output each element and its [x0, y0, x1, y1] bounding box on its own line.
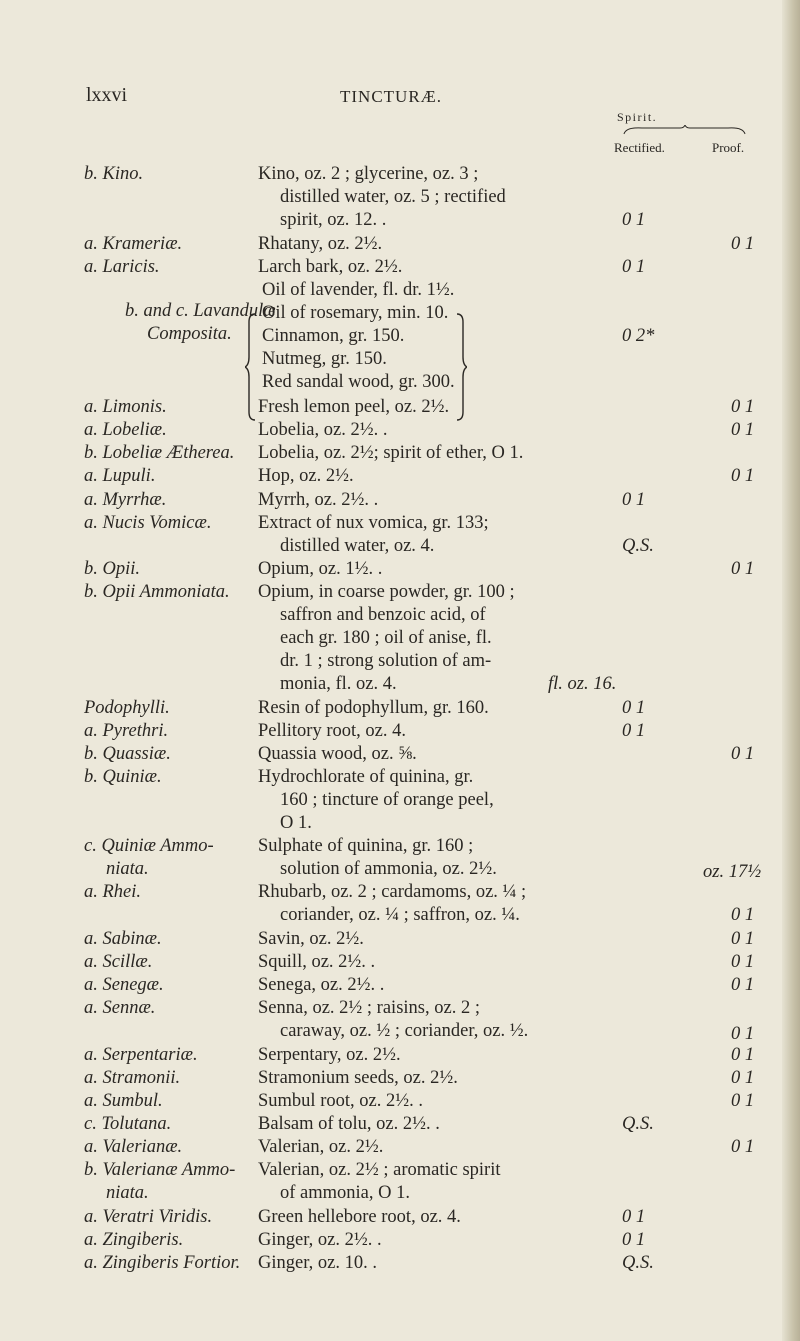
entry-name: a. Krameriæ. [84, 234, 183, 254]
entry-name: a. Stramonii. [84, 1068, 181, 1088]
entry-ingredients: Balsam of tolu, oz. 2½. . [258, 1114, 440, 1134]
proof-value: 0 1 [731, 466, 755, 486]
entry-ingredients: Sumbul root, oz. 2½. . [258, 1091, 423, 1111]
entry-ingredients: Hop, oz. 2½. [258, 466, 354, 486]
rectified-value: 0 1 [622, 698, 646, 718]
entry-name: a. Laricis. [84, 257, 160, 277]
rectified-value: 0 1 [622, 257, 646, 277]
lavandulae-brace-right [455, 312, 467, 422]
rectified-value: 0 1 [622, 1230, 646, 1250]
entry-ingredients: Green hellebore root, oz. 4. [258, 1207, 461, 1227]
rectified-value: 0 1 [622, 210, 646, 230]
running-head: TINCTURÆ. [340, 87, 443, 106]
entry-ingredients: Senega, oz. 2½. . [258, 975, 385, 995]
entry-ingredients: monia, fl. oz. 4. [280, 674, 397, 694]
entry-ingredients: Cinnamon, gr. 150. [262, 326, 405, 346]
proof-value: 0 1 [731, 234, 755, 254]
entry-name: niata. [106, 1183, 149, 1203]
rectified-value: 0 2* [622, 326, 655, 346]
entry-name: a. Myrrhæ. [84, 490, 167, 510]
entry-name: a. Sabinæ. [84, 929, 162, 949]
entry-name: b. Opii Ammoniata. [84, 582, 230, 602]
entry-name: a. Veratri Viridis. [84, 1207, 213, 1227]
entry-name: b. Quassiæ. [84, 744, 171, 764]
entry-name: b. and c. Lavandulæ [125, 301, 276, 321]
proof-value: 0 1 [731, 975, 755, 995]
proof-value: 0 1 [731, 1091, 755, 1111]
proof-value: 0 1 [731, 559, 755, 579]
entry-ingredients: Ginger, oz. 2½. . [258, 1230, 382, 1250]
proof-value: 0 1 [731, 1024, 755, 1044]
entry-name: a. Valerianæ. [84, 1137, 183, 1157]
entry-ingredients: caraway, oz. ½ ; coriander, oz. ½. [280, 1021, 529, 1041]
entry-ingredients: Red sandal wood, gr. 300. [262, 372, 455, 392]
rectified-value: Q.S. [622, 536, 654, 556]
entry-name: niata. [106, 859, 149, 879]
entry-name: a. Scillæ. [84, 952, 153, 972]
proof-value: 0 1 [731, 744, 755, 764]
entry-name: a. Limonis. [84, 397, 167, 417]
entry-ingredients: Oil of lavender, fl. dr. 1½. [262, 280, 455, 300]
entry-name: b. Lobeliæ Ætherea. [84, 443, 235, 463]
entry-ingredients: distilled water, oz. 4. [280, 536, 435, 556]
entry-ingredients: Quassia wood, oz. ⅝. [258, 744, 417, 764]
spirit-brace [622, 125, 747, 135]
entry-ingredients: Valerian, oz. 2½. [258, 1137, 384, 1157]
proof-value: oz. 17½ [703, 862, 762, 882]
entry-ingredients: solution of ammonia, oz. 2½. [280, 859, 497, 879]
entry-name: a. Zingiberis Fortior. [84, 1253, 241, 1273]
entry-ingredients: Pellitory root, oz. 4. [258, 721, 406, 741]
entry-ingredients: Opium, oz. 1½. . [258, 559, 383, 579]
rectified-value: 0 1 [622, 721, 646, 741]
entry-ingredients: Stramonium seeds, oz. 2½. [258, 1068, 458, 1088]
spirit-column-label: Spirit. [617, 110, 658, 124]
proof-value: 0 1 [731, 1068, 755, 1088]
page-number: lxxvi [86, 84, 128, 106]
entry-name: b. Quiniæ. [84, 767, 162, 787]
proof-value: 0 1 [731, 952, 755, 972]
proof-value: 0 1 [731, 1137, 755, 1157]
entry-name: Podophylli. [84, 698, 170, 718]
entry-ingredients: Rhubarb, oz. 2 ; cardamoms, oz. ¼ ; [258, 882, 527, 902]
entry-ingredients: Serpentary, oz. 2½. [258, 1045, 401, 1065]
entry-name: a. Lupuli. [84, 466, 156, 486]
entry-ingredients: Myrrh, oz. 2½. . [258, 490, 379, 510]
entry-ingredients: distilled water, oz. 5 ; rectified [280, 187, 506, 207]
entry-name: b. Valerianæ Ammo- [84, 1160, 236, 1180]
entry-ingredients: dr. 1 ; strong solution of am- [280, 651, 492, 671]
entry-ingredients: Savin, oz. 2½. [258, 929, 364, 949]
entry-ingredients: Opium, in coarse powder, gr. 100 ; [258, 582, 515, 602]
rectified-value: fl. oz. 16. [548, 674, 617, 694]
entry-ingredients: Lobelia, oz. 2½; spirit of ether, O 1. [258, 443, 524, 463]
entry-name: a. Nucis Vomicæ. [84, 513, 212, 533]
entry-name: a. Lobeliæ. [84, 420, 167, 440]
entry-name: a. Sennæ. [84, 998, 156, 1018]
entry-ingredients: Fresh lemon peel, oz. 2½. [258, 397, 450, 417]
entry-name: a. Sumbul. [84, 1091, 163, 1111]
proof-value: 0 1 [731, 929, 755, 949]
entry-ingredients: Valerian, oz. 2½ ; aromatic spirit [258, 1160, 501, 1180]
entry-ingredients: spirit, oz. 12. . [280, 210, 387, 230]
entry-ingredients: O 1. [280, 813, 312, 833]
proof-column-header: Proof. [712, 140, 745, 155]
rectified-value: Q.S. [622, 1114, 654, 1134]
entry-ingredients: Squill, oz. 2½. . [258, 952, 376, 972]
page-edge [782, 0, 800, 1341]
entry-ingredients: of ammonia, O 1. [280, 1183, 410, 1203]
entry-name: a. Serpentariæ. [84, 1045, 198, 1065]
lavandulae-brace [245, 312, 257, 422]
entry-ingredients: Senna, oz. 2½ ; raisins, oz. 2 ; [258, 998, 480, 1018]
entry-ingredients: Kino, oz. 2 ; glycerine, oz. 3 ; [258, 164, 479, 184]
rectified-value: 0 1 [622, 490, 646, 510]
rectified-value: Q.S. [622, 1253, 654, 1273]
entry-ingredients: saffron and benzoic acid, of [280, 605, 486, 625]
proof-value: 0 1 [731, 420, 755, 440]
entry-name: a. Zingiberis. [84, 1230, 184, 1250]
entry-name: b. Opii. [84, 559, 141, 579]
entry-name: a. Pyrethri. [84, 721, 169, 741]
rectified-column-header: Rectified. [614, 140, 665, 155]
entry-ingredients: Extract of nux vomica, gr. 133; [258, 513, 489, 533]
entry-ingredients: Nutmeg, gr. 150. [262, 349, 387, 369]
entry-ingredients: Resin of podophyllum, gr. 160. [258, 698, 489, 718]
entry-ingredients: Sulphate of quinina, gr. 160 ; [258, 836, 474, 856]
proof-value: 0 1 [731, 905, 755, 925]
entry-name: c. Quiniæ Ammo- [84, 836, 214, 856]
proof-value: 0 1 [731, 397, 755, 417]
entry-ingredients: Larch bark, oz. 2½. [258, 257, 403, 277]
entry-name: a. Rhei. [84, 882, 142, 902]
entry-ingredients: Oil of rosemary, min. 10. [262, 303, 449, 323]
entry-name: c. Tolutana. [84, 1114, 172, 1134]
proof-value: 0 1 [731, 1045, 755, 1065]
entry-ingredients: Ginger, oz. 10. . [258, 1253, 377, 1273]
entry-ingredients: coriander, oz. ¼ ; saffron, oz. ¼. [280, 905, 520, 925]
entry-name: b. Kino. [84, 164, 144, 184]
entry-ingredients: Rhatany, oz. 2½. [258, 234, 383, 254]
entry-name: a. Senegæ. [84, 975, 164, 995]
entry-ingredients: Lobelia, oz. 2½. . [258, 420, 388, 440]
rectified-value: 0 1 [622, 1207, 646, 1227]
entry-name: Composita. [147, 324, 232, 344]
entry-ingredients: each gr. 180 ; oil of anise, fl. [280, 628, 492, 648]
entry-ingredients: 160 ; tincture of orange peel, [280, 790, 494, 810]
entry-ingredients: Hydrochlorate of quinina, gr. [258, 767, 474, 787]
